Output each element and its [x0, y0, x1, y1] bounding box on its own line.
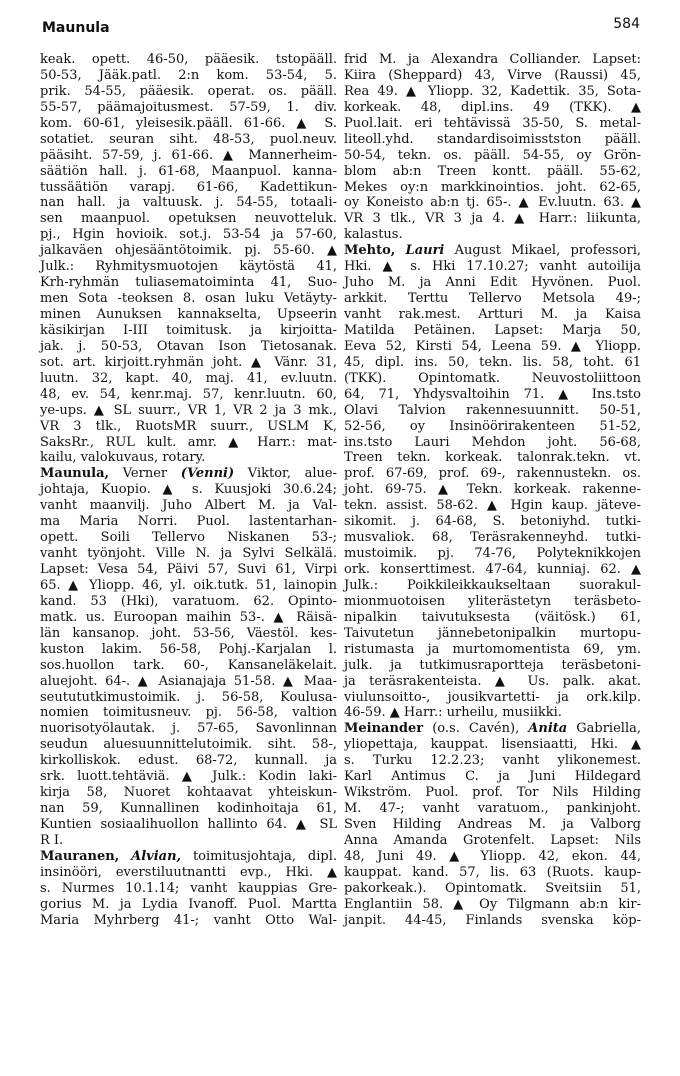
text-line — [40, 243, 337, 259]
line-text: 65. ▲ Yliopp. 46, yl. oik.tutk. 51, lainopin — [40, 577, 337, 593]
line-text: Sven Hilding Andreas M. ja Valborg — [344, 817, 641, 832]
line-text: kom. 60-61, yleisesik.pääll. 61-66. ▲ S. — [40, 115, 337, 131]
line-text: säätiön hall. j. 61-68, Maanpuol. kanna- — [40, 163, 337, 179]
text-line — [344, 737, 641, 753]
text-line — [344, 626, 641, 642]
text-line — [40, 148, 337, 164]
text-line — [40, 323, 337, 339]
line-text: janpit. 44-45, Finlands svenska köp- — [344, 912, 641, 928]
text-line — [40, 705, 337, 721]
line-text: s. Turku 12.2.23; vanht ylikonemest. — [344, 753, 641, 769]
line-text: kand. 53 (Hki), varatuom. 62. Opinto- — [40, 593, 337, 609]
text-line — [40, 195, 337, 211]
line-text: Treen tekn. korkeak. talonrak.tekn. vt. — [344, 450, 641, 466]
entry-given-name: Alvian, — [131, 848, 182, 864]
line-text: julk. ja tutkimusraportteja teräsbetoni- — [344, 657, 641, 673]
text-line — [40, 450, 337, 466]
page-number: 584 — [613, 16, 640, 32]
line-text: 64, 71, Yhdysvaltoihin 71. ▲ Ins.tsto — [344, 386, 641, 402]
line-text: viulunsoitto-, jousikvartetti- ja ork.kilp. — [344, 689, 641, 705]
entry-given-name: (Venni) — [180, 466, 235, 482]
entry-heading-line — [344, 721, 641, 737]
line-text: luutn. 32, kapt. 40, maj. 41, ev.luutn. — [40, 370, 337, 386]
line-text: Maria Myhrberg 41-; vanht Otto Wal- — [40, 912, 337, 928]
line-text: Eeva 52, Kirsti 54, Leena 59. ▲ Yliopp. — [344, 338, 641, 354]
running-head: Maunula — [42, 20, 110, 36]
line-text: kauppat. kand. 57, lis. 63 (Ruots. kaup- — [344, 864, 641, 880]
text-line — [40, 562, 337, 578]
text-line — [344, 116, 641, 132]
text-line — [40, 100, 337, 116]
text-line — [40, 642, 337, 658]
line-text: Wikström. Puol. prof. Tor Nils Hilding — [344, 785, 641, 801]
text-line — [40, 913, 337, 929]
line-text: pääsiht. 57-59, j. 61-66. ▲ Mannerheim- — [40, 147, 337, 163]
text-line — [344, 849, 641, 865]
text-line — [344, 690, 641, 706]
line-text: kuston lakim. 56-58, Pohj.-Karjalan l. — [40, 641, 337, 657]
line-text: 46-59. ▲ Harr.: urheilu, musiikki. — [344, 705, 562, 721]
text-line — [344, 195, 641, 211]
text-line — [40, 84, 337, 100]
line-text: VR 3 tlk., RuotsMR suurr., USLM K, — [40, 418, 337, 434]
line-text: tekn. assist. 58-62. ▲ Hgin kaup. jäteve- — [344, 498, 641, 514]
text-line — [40, 658, 337, 674]
line-text: 52-56, oy Insinöörirakenteen 51-52, — [344, 418, 641, 434]
text-line — [344, 769, 641, 785]
line-text: 50-53, Jääk.patl. 2:n kom. 53-54, 5. — [40, 67, 337, 83]
line-text: M. 47-; vanht varatuom., pankinjoht. — [344, 801, 641, 817]
line-text: R I. — [40, 832, 64, 848]
entry-surname: Maunula, — [40, 466, 110, 482]
text-line — [344, 211, 641, 227]
line-text: Gabriella, — [567, 721, 641, 737]
text-line — [40, 371, 337, 387]
line-text: prof. 67-69, prof. 69-, rakennustekn. os. — [344, 466, 641, 482]
line-text: sikomit. j. 64-68, S. betoniyhd. tutki- — [344, 514, 641, 530]
text-line — [344, 642, 641, 658]
text-line — [40, 897, 337, 913]
line-text: musvaliok. 68, Teräsrakenneyhd. tutki- — [344, 530, 641, 546]
line-text: ma Maria Norri. Puol. lastentarhan- — [40, 514, 337, 530]
text-line — [344, 530, 641, 546]
line-text: Rea 49. ▲ Yliopp. 32, Kadettik. 35, Sota- — [344, 83, 641, 99]
line-text: Verner — [109, 466, 181, 482]
line-text: Viktor, alue- — [234, 466, 337, 482]
line-text: blom ab:n Treen kontt. pääll. 55-62, — [344, 163, 641, 179]
line-text: 50-54, tekn. os. pääll. 54-55, oy Grön- — [344, 147, 641, 163]
text-line — [344, 833, 641, 849]
line-text: Puol.lait. eri tehtävissä 35-50, S. metal- — [344, 115, 641, 131]
line-text: joht. 69-75. ▲ Tekn. korkeak. rakenne- — [344, 482, 641, 498]
entry-surname: Mehto, — [344, 243, 396, 259]
entry-given-name: Anita — [528, 721, 568, 737]
line-text: nipalkin taivutuksesta (väitösk.) 61, — [344, 609, 641, 625]
text-line — [40, 164, 337, 180]
line-text: yliopettaja, kauppat. lisensiaatti, Hki. ▲ — [344, 737, 641, 753]
text-line — [40, 259, 337, 275]
text-line — [40, 753, 337, 769]
entry-heading-line — [40, 466, 337, 482]
entry-surname: Meinander — [344, 721, 424, 737]
text-line — [40, 227, 337, 243]
entry-heading-line — [344, 243, 641, 259]
line-text: pj., Hgin hovioik. sot.j. 53-54 ja 57-60, — [40, 227, 337, 243]
text-line — [344, 355, 641, 371]
line-text: srk. luott.tehtäviä. ▲ Julk.: Kodin laki- — [40, 769, 337, 785]
line-text: sot. art. kirjoitt.ryhmän joht. ▲ Vänr. 31, — [40, 354, 337, 370]
text-line — [40, 275, 337, 291]
line-text: gorius M. ja Lydia Ivanoff. Puol. Martta — [40, 896, 337, 912]
line-text: vanht rak.mest. Artturi M. ja Kaisa — [344, 307, 641, 322]
text-line — [40, 307, 337, 323]
line-text: aluejoht. 64-. ▲ Asianajaja 51-58. ▲ Maa- — [40, 673, 337, 689]
line-text: minen Aunuksen kannakselta, Upseerin — [40, 307, 337, 322]
line-text: August Mikael, professori, — [444, 243, 641, 259]
text-line — [344, 546, 641, 562]
text-line — [344, 164, 641, 180]
text-line — [344, 913, 641, 929]
line-text: opett. Soili Tellervo Niskanen 53-; — [40, 530, 337, 546]
text-line — [344, 817, 641, 833]
line-text: seutututkimustoimik. j. 56-58, Koulusa- — [40, 689, 337, 705]
line-text: kalastus. — [344, 227, 403, 243]
line-text: liteoll.yhd. standardisoimisstston pääll. — [344, 131, 641, 147]
right-column — [344, 52, 641, 929]
text-line — [344, 705, 641, 721]
entry-surname: Mauranen, — [40, 848, 120, 864]
text-line — [344, 865, 641, 881]
line-text: vanht työnjoht. Ville N. ja Sylvi Selkälä. — [40, 546, 337, 562]
text-line — [40, 546, 337, 562]
text-line — [40, 721, 337, 737]
line-text: käsikirjan I-III toimitusk. ja kirjoitta- — [40, 322, 337, 338]
text-line — [40, 211, 337, 227]
line-text: SaksRr., RUL kult. amr. ▲ Harr.: mat- — [40, 434, 337, 450]
line-text: Karl Antimus C. ja Juni Hildegard — [344, 769, 641, 785]
text-line — [344, 419, 641, 435]
text-line — [344, 578, 641, 594]
line-text: ye-ups. ▲ SL suurr., VR 1, VR 2 ja 3 mk., — [40, 402, 337, 418]
text-line — [40, 339, 337, 355]
text-line — [40, 594, 337, 610]
line-text: sen maanpuol. opetuksen neuvotteluk. — [40, 211, 337, 227]
text-line — [344, 323, 641, 339]
text-line — [40, 674, 337, 690]
text-line — [40, 881, 337, 897]
text-line — [344, 658, 641, 674]
line-text: nomien toimitusneuv. pj. 56-58, valtion — [40, 705, 337, 721]
line-text: Juho M. ja Anni Edit Hyvönen. Puol. — [344, 275, 641, 291]
text-line — [344, 482, 641, 498]
line-text: matk. us. Euroopan maihin 53-. ▲ Räisä- — [40, 609, 337, 625]
line-text: s. Nurmes 10.1.14; vanht kauppias Gre- — [40, 880, 337, 896]
line-text: 48, ev. 54, kenr.maj. 57, kenr.luutn. 60, — [40, 386, 337, 402]
line-text: Julk.: Ryhmitysmuotojen käytöstä 41, — [40, 259, 337, 275]
text-line — [344, 594, 641, 610]
text-line — [40, 498, 337, 514]
text-line — [40, 578, 337, 594]
text-line — [40, 817, 337, 833]
line-text: (o.s. Cavén), — [423, 721, 529, 737]
text-line — [344, 514, 641, 530]
text-line — [344, 68, 641, 84]
line-text: Taivutetun jännebetonipalkin murtopu- — [344, 625, 641, 641]
line-text: Hki. ▲ s. Hki 17.10.27; vanht autoilija — [344, 259, 641, 275]
line-text: sos.huollon tark. 60-, Kansaneläkelait. — [40, 657, 337, 673]
line-text: toimitusjohtaja, dipl. — [181, 848, 337, 864]
text-line — [344, 881, 641, 897]
line-text: insinööri, everstiluutnantti evp., Hki. ▲ — [40, 864, 337, 880]
line-text: nan 59, Kunnallinen kodinhoitaja 61, — [40, 801, 337, 817]
text-line — [40, 291, 337, 307]
line-text: Lapset: Vesa 54, Päivi 57, Suvi 61, Virpi — [40, 562, 337, 577]
line-text: tussäätiön varapj. 61-66, Kadettikun- — [40, 179, 337, 195]
text-line — [40, 403, 337, 419]
text-line — [40, 514, 337, 530]
text-line — [40, 865, 337, 881]
line-text: seudun aluesuunnittelutoimik. siht. 58-, — [40, 737, 337, 753]
text-line — [344, 498, 641, 514]
text-line — [40, 116, 337, 132]
text-line — [344, 450, 641, 466]
line-text: oy Koneisto ab:n tj. 65-. ▲ Ev.luutn. 63. ▲ — [344, 195, 641, 211]
line-text: prik. 54-55, pääesik. operat. os. pääll. — [40, 83, 337, 99]
text-line — [40, 52, 337, 68]
line-text: ristumasta ja murtomomentista 69, ym. — [344, 641, 641, 657]
line-text: frid M. ja Alexandra Colliander. Lapset: — [344, 52, 641, 67]
line-text: vanht maanvilj. Juho Albert M. ja Val- — [40, 498, 337, 514]
text-line — [344, 785, 641, 801]
text-line — [40, 785, 337, 801]
line-text: VR 3 tlk., VR 3 ja 4. ▲ Harr.: liikunta, — [344, 211, 641, 227]
text-line — [40, 132, 337, 148]
line-text: jak. j. 50-53, Otavan Ison Tietosanak. — [40, 338, 337, 354]
text-line — [344, 52, 641, 68]
text-line — [40, 482, 337, 498]
line-text: Krh-ryhmän tuliasematoiminta 41, Suo- — [40, 275, 337, 291]
text-line — [344, 466, 641, 482]
line-text: Kiira (Sheppard) 43, Virve (Raussi) 45, — [344, 67, 641, 83]
text-line — [344, 307, 641, 323]
text-line — [40, 833, 337, 849]
text-line — [344, 100, 641, 116]
line-text: nan hall. ja valtuusk. j. 54-55, totaali- — [40, 195, 337, 211]
line-text: Olavi Talvion rakennesuunnitt. 50-51, — [344, 402, 641, 418]
text-line — [344, 610, 641, 626]
line-text: 45, dipl. ins. 50, tekn. lis. 58, toht. 61 — [344, 354, 641, 370]
entry-heading-line — [40, 849, 337, 865]
text-line — [344, 339, 641, 355]
text-line — [40, 769, 337, 785]
line-text: ins.tsto Lauri Mehdon joht. 56-68, — [344, 434, 641, 450]
line-text: Julk.: Poikkileikkaukseltaan suorakul- — [344, 577, 641, 593]
line-text: sotatiet. seuran siht. 48-53, puol.neuv. — [40, 131, 337, 147]
text-line — [344, 291, 641, 307]
line-text: keak. opett. 46-50, pääesik. tstopääll. — [40, 52, 337, 67]
text-line — [344, 387, 641, 403]
text-line — [344, 259, 641, 275]
text-line — [344, 275, 641, 291]
text-line — [344, 403, 641, 419]
line-text: jalkaväen ohjesääntötoimik. pj. 55-60. ▲ — [40, 243, 337, 259]
text-line — [40, 626, 337, 642]
line-text: mustoimik. pj. 74-76, Polyteknikkojen — [344, 546, 641, 562]
line-text: mionmuotoisen yliterästetyn teräsbeto- — [344, 593, 641, 609]
text-line — [40, 610, 337, 626]
line-text: ja teräsrakenteista. ▲ Us. palk. akat. — [344, 673, 641, 689]
entry-given-name: Lauri — [405, 243, 445, 259]
line-text: kailu, valokuvaus, rotary. — [40, 450, 206, 466]
text-line — [344, 435, 641, 451]
line-text — [119, 849, 131, 864]
page-header — [42, 14, 640, 40]
line-text: Mekes oy:n markkinointios. joht. 62-65, — [344, 179, 641, 195]
text-line — [344, 897, 641, 913]
line-text: (TKK). Opintomatk. Neuvostoliittoon — [344, 370, 641, 386]
line-text: johtaja, Kuopio. ▲ s. Kuusjoki 30.6.24; — [40, 482, 337, 498]
text-line — [344, 84, 641, 100]
text-line — [40, 530, 337, 546]
line-text: kirkolliskok. edust. 68-72, kunnall. ja — [40, 753, 337, 769]
line-text — [395, 243, 405, 258]
line-text: Anna Amanda Grotenfelt. Lapset: Nils — [344, 832, 641, 848]
text-line — [40, 68, 337, 84]
text-line — [344, 562, 641, 578]
line-text: Englantiin 58. ▲ Oy Tilgmann ab:n kir- — [344, 896, 641, 912]
text-line — [40, 419, 337, 435]
text-line — [344, 801, 641, 817]
left-column — [40, 52, 337, 929]
text-line — [344, 148, 641, 164]
line-text: men Sota -teoksen 8. osan luku Vetäyty- — [40, 291, 337, 307]
text-line — [40, 387, 337, 403]
text-line — [344, 674, 641, 690]
line-text: 55-57, päämajoitusmest. 57-59, 1. div. — [40, 99, 337, 115]
text-line — [40, 801, 337, 817]
line-text: län kansanop. joht. 53-56, Väestöl. kes- — [40, 625, 337, 641]
text-line — [344, 227, 641, 243]
line-text: Matilda Petäinen. Lapset: Marja 50, — [344, 322, 641, 338]
line-text: Kuntien sosiaalihuollon hallinto 64. ▲ SL — [40, 817, 337, 832]
text-line — [344, 753, 641, 769]
line-text: ork. konserttimest. 47-64, kunniaj. 62. ▲ — [344, 562, 641, 577]
text-line — [40, 737, 337, 753]
line-text: pakorkeak.). Opintomatk. Sveitsiin 51, — [344, 880, 641, 896]
line-text: nuorisotyölautak. j. 57-65, Savonlinnan — [40, 721, 337, 737]
text-line — [40, 690, 337, 706]
text-line — [344, 132, 641, 148]
line-text: kirja 58, Nuoret kohtaavat yhteiskun- — [40, 785, 337, 801]
line-text: arkkit. Terttu Tellervo Metsola 49-; — [344, 291, 641, 307]
line-text: korkeak. 48, dipl.ins. 49 (TKK). ▲ — [344, 99, 641, 115]
line-text: 48, Juni 49. ▲ Yliopp. 42, ekon. 44, — [344, 848, 641, 864]
text-line — [344, 371, 641, 387]
text-line — [40, 180, 337, 196]
text-line — [40, 435, 337, 451]
text-line — [344, 180, 641, 196]
text-line — [40, 355, 337, 371]
